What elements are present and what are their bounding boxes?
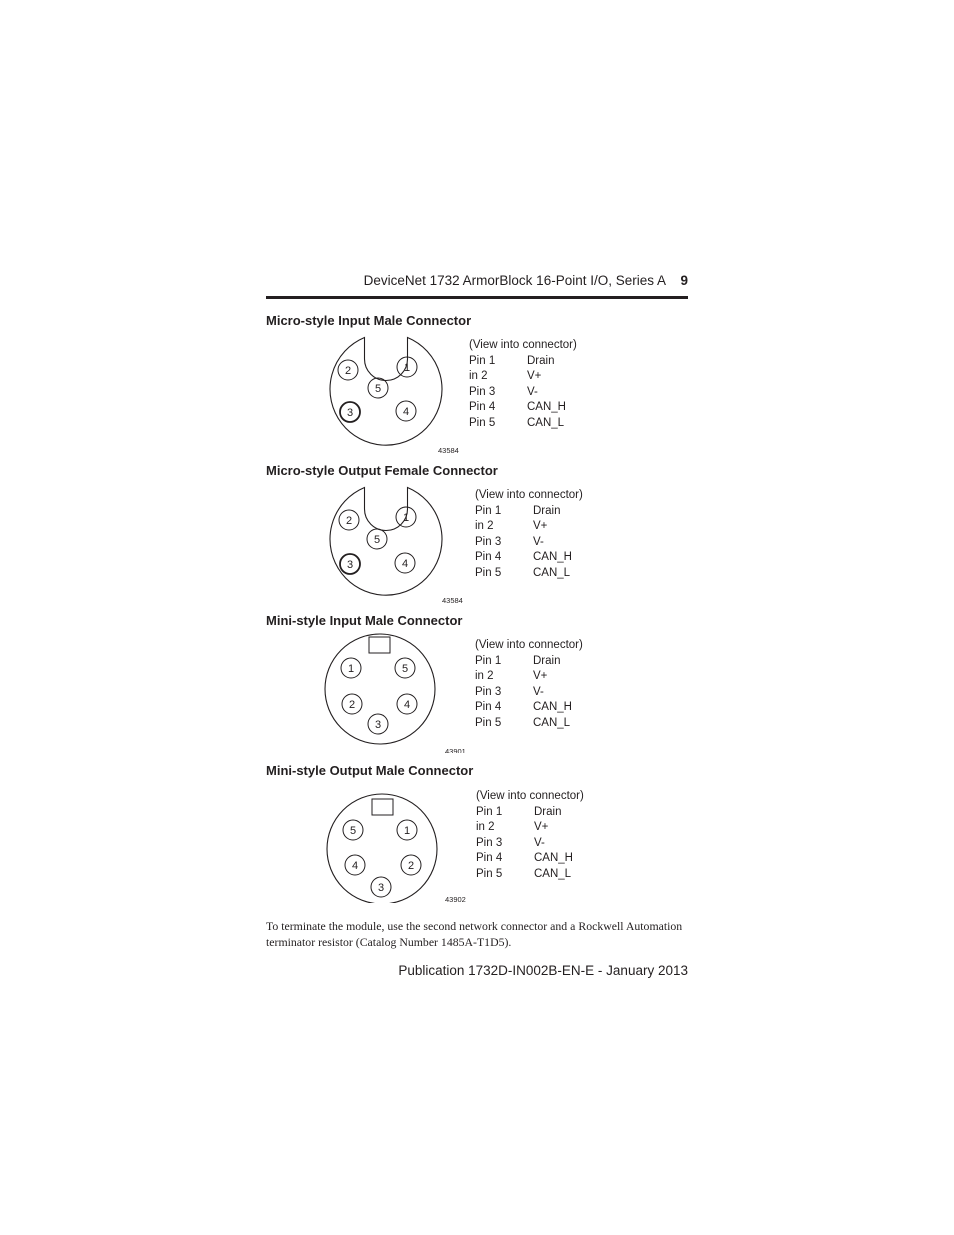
page-number: 9: [680, 273, 688, 288]
svg-text:2: 2: [407, 860, 415, 872]
pin-row: Pin 5 CAN_L: [475, 716, 571, 729]
mini-input-male-connector-diagram: [316, 623, 476, 753]
pin-row: Pin 5 CAN_L: [475, 566, 571, 579]
pin-row: Pin 4 CAN_H: [475, 701, 572, 714]
svg-text:5: 5: [401, 663, 409, 675]
pin-3: [340, 554, 360, 574]
pin-2: [401, 855, 421, 875]
termination-note: To terminate the module, use the second network connector and a Rockwell Automation terminator resistor (Catalog Number 1485A-T1D5).: [266, 918, 683, 949]
figure-number: 43901: [445, 747, 466, 753]
pin-row: Pin 4 CAN_H: [476, 852, 573, 865]
section-heading: Micro-style Output Female Connector: [266, 463, 498, 478]
pin-4: [397, 694, 417, 714]
pin-5: [395, 658, 415, 678]
svg-text:5: 5: [374, 383, 382, 395]
svg-text:1: 1: [402, 512, 410, 524]
section-micro-output-female: [266, 463, 696, 613]
svg-text:4: 4: [402, 406, 410, 418]
pin-5: [367, 529, 387, 549]
pin-row: Pin 1 Drain: [476, 805, 562, 818]
svg-text:2: 2: [344, 365, 352, 377]
mini-output-male-connector-diagram: [316, 773, 476, 903]
section-heading: Micro-style Input Male Connector: [266, 313, 472, 328]
pin-1: [341, 658, 361, 678]
section-heading: Mini-style Input Male Connector: [266, 613, 463, 628]
pin-row: Pin 5 CAN_L: [469, 416, 565, 429]
view-note: (View into connector): [469, 339, 577, 351]
micro-input-male-connector-diagram: [316, 323, 466, 453]
pin-1: [397, 820, 417, 840]
pin-4: [396, 401, 416, 421]
pin-row: Pin 3 V-: [476, 836, 545, 849]
pin-2: [338, 360, 358, 380]
pin-3: [340, 402, 360, 422]
pin-2: [339, 510, 359, 530]
pin-row: Pin 1 Drain: [469, 354, 555, 367]
pin-row: Pin 1 Drain: [475, 654, 561, 667]
pin-4: [395, 553, 415, 573]
pin-row: Pin 3 V-: [475, 535, 544, 548]
pin-3: [368, 714, 388, 734]
figure-number: 43584: [438, 446, 459, 453]
pin-legend: [469, 338, 577, 432]
pin-2: [342, 694, 362, 714]
pin-row: Pin 5 CAN_L: [476, 867, 572, 880]
section-mini-input-male: [266, 613, 696, 763]
svg-text:4: 4: [351, 860, 359, 872]
pin-row: in 2 V+: [475, 520, 548, 533]
publication-footer: Publication 1732D-IN002B-EN-E - January 2013: [398, 963, 688, 978]
svg-text:3: 3: [346, 407, 354, 419]
running-header: DeviceNet 1732 ArmorBlock 16-Point I/O, Series A: [363, 273, 666, 288]
section-micro-input-male: [266, 313, 696, 463]
pin-5: [343, 820, 363, 840]
pin-row: Pin 4 CAN_H: [475, 551, 572, 564]
pin-row: in 2 V+: [469, 370, 542, 383]
pin-row: in 2 V+: [476, 821, 549, 834]
section-mini-output-male: [266, 763, 696, 913]
pin-legend: [475, 638, 583, 732]
pin-5: [368, 378, 388, 398]
svg-text:3: 3: [346, 559, 354, 571]
pin-4: [345, 855, 365, 875]
svg-text:1: 1: [403, 362, 411, 374]
figure-number: 43902: [445, 895, 466, 903]
svg-text:1: 1: [347, 663, 355, 675]
pin-legend: [475, 488, 583, 582]
pin-row: Pin 3 V-: [475, 685, 544, 698]
pin-1: [396, 507, 416, 527]
svg-text:2: 2: [348, 699, 356, 711]
view-note: (View into connector): [475, 639, 583, 651]
view-note: (View into connector): [476, 790, 584, 802]
header-rule: [266, 296, 688, 299]
svg-text:3: 3: [374, 719, 382, 731]
pin-row: Pin 1 Drain: [475, 504, 561, 517]
svg-text:3: 3: [377, 882, 385, 894]
svg-text:1: 1: [403, 825, 411, 837]
svg-text:2: 2: [345, 515, 353, 527]
view-note: (View into connector): [475, 489, 583, 501]
pin-row: Pin 3 V-: [469, 385, 538, 398]
svg-text:5: 5: [373, 534, 381, 546]
pin-legend: [476, 789, 584, 883]
figure-number: 43584: [442, 596, 463, 603]
pin-row: in 2 V+: [475, 670, 548, 683]
pin-3: [371, 877, 391, 897]
pin-row: Pin 4 CAN_H: [469, 401, 566, 414]
section-heading: Mini-style Output Male Connector: [266, 763, 474, 778]
micro-output-female-connector-diagram: [316, 473, 476, 603]
svg-text:4: 4: [401, 558, 409, 570]
svg-text:5: 5: [349, 825, 357, 837]
svg-text:4: 4: [403, 699, 411, 711]
